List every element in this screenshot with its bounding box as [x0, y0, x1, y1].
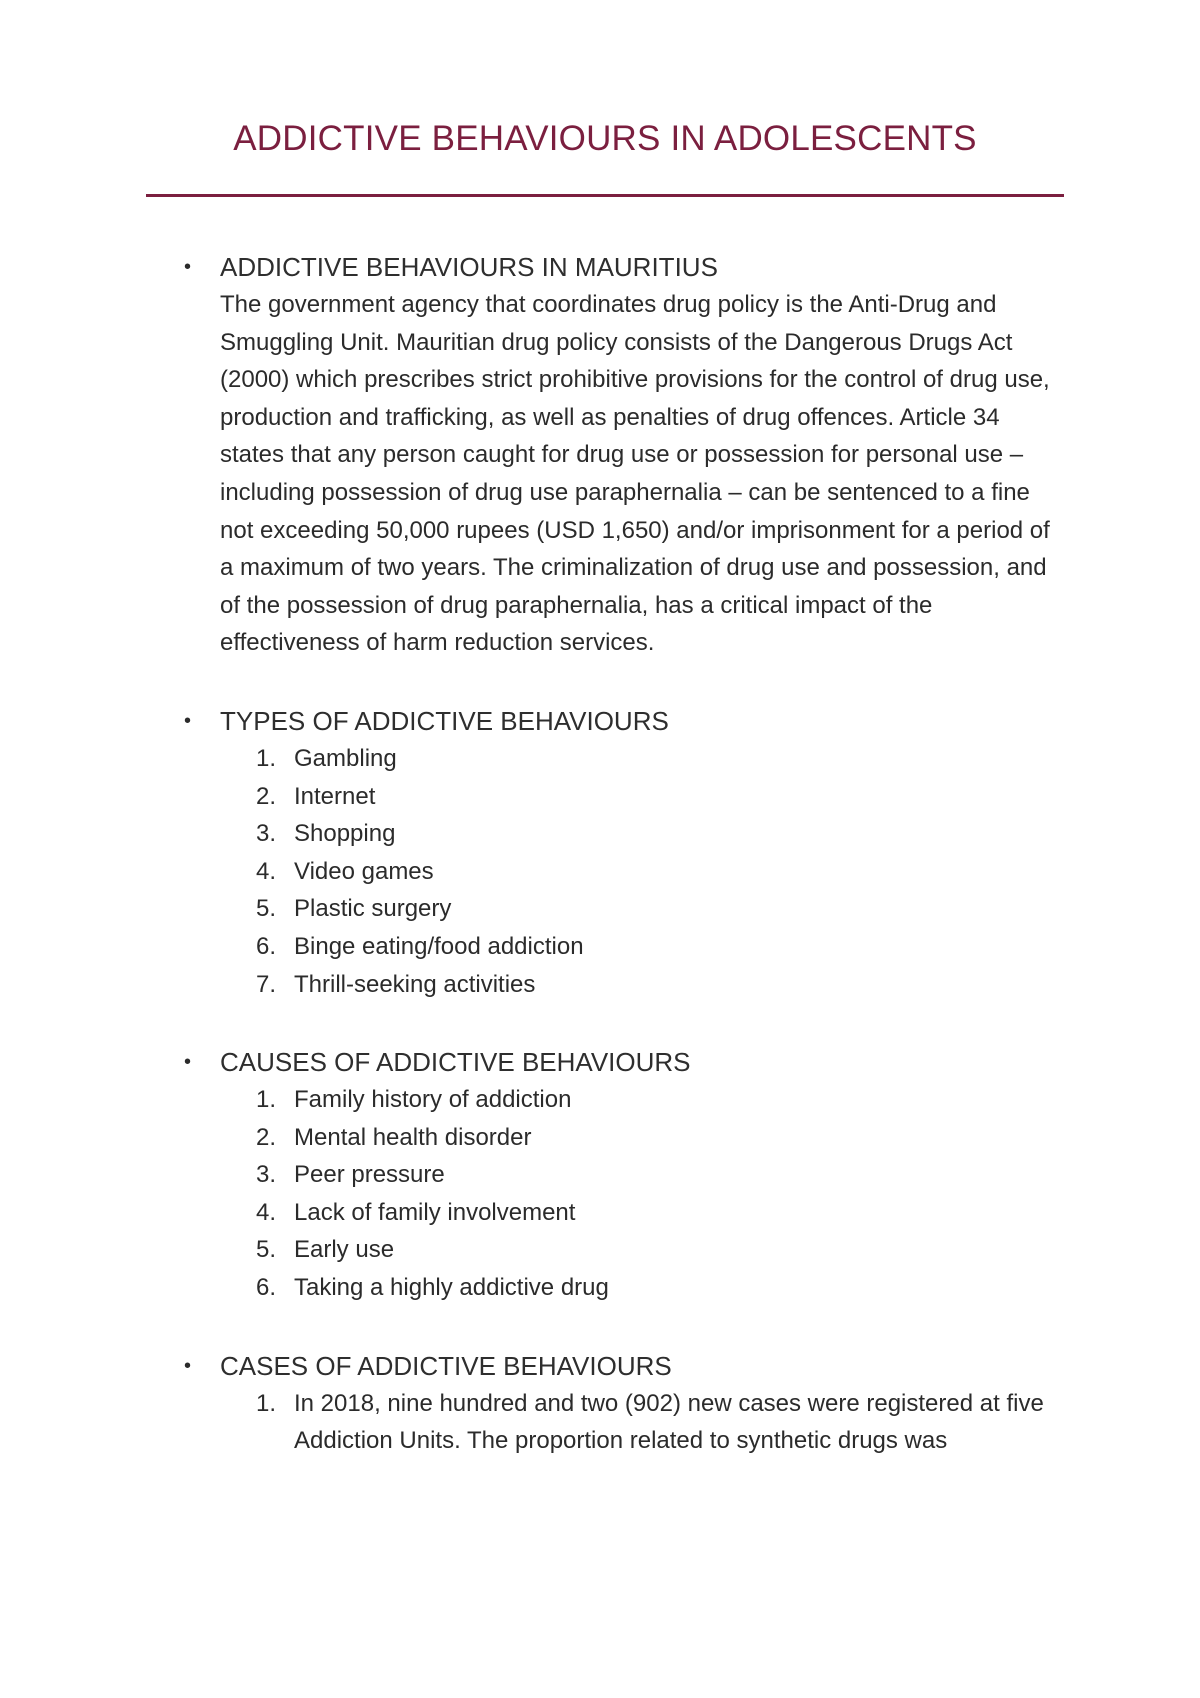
list-item [220, 890, 1064, 928]
section-cases [146, 1347, 1064, 1460]
bullet-icon: • [184, 709, 192, 732]
list-number: 4. [256, 857, 277, 885]
list-item [220, 1269, 1064, 1307]
list-item-text: Shopping [294, 820, 396, 848]
list-number: 1. [256, 744, 277, 772]
numbered-list [220, 740, 1064, 1003]
list-item [220, 1156, 1064, 1194]
section-causes [146, 1043, 1064, 1307]
bullet-icon: • [184, 256, 192, 278]
list-number: 5. [256, 895, 277, 923]
list-number: 3. [256, 820, 277, 848]
numbered-list [220, 1081, 1064, 1307]
list-item [220, 1081, 1064, 1119]
list-item [220, 966, 1064, 1004]
list-item [220, 1385, 1064, 1460]
list-number: 3. [256, 1161, 277, 1189]
list-item-text: In 2018, nine hundred and two (902) new cases were registered at five Addiction Units. The proportion related to synthetic drugs was [294, 1389, 1044, 1455]
section-heading: TYPES OF ADDICTIVE BEHAVIOURS [220, 705, 669, 736]
list-item-text: Internet [294, 782, 376, 810]
numbered-list [220, 1385, 1064, 1460]
title-underline [146, 194, 1064, 197]
list-number: 6. [256, 1274, 277, 1302]
list-item-text: Binge eating/food addiction [294, 932, 584, 960]
list-item-text: Family history of addiction [294, 1086, 572, 1114]
section-heading: ADDICTIVE BEHAVIOURS IN MAURITIUS [220, 252, 718, 282]
bullet-icon: • [184, 1051, 192, 1074]
list-item-text: Mental health disorder [294, 1123, 532, 1151]
list-number: 4. [256, 1198, 277, 1226]
list-number: 6. [256, 932, 277, 960]
section-mauritius [146, 248, 1064, 662]
section-paragraph: The government agency that coordinates drug policy is the Anti-Drug and Smuggling Unit. Mauritian drug policy consists of the Dangerous Drugs Act (2000) which prescribes strict prohibitive provisions for the control of drug use, production and trafficking, as well as penalties of drug offences. Article 34 states that any person caught for drug use or possession for personal use – including possession of drug use paraphernalia – can be sentenced to a fine not exceeding 50,000 rupees (USD 1,650) and/or imprisonment for a period of a maximum of two years. The criminalization of drug use and possession, and of the possession of drug paraphernalia, has a critical impact of the effectiveness of harm reduction services. [220, 291, 1050, 657]
page-title: ADDICTIVE BEHAVIOURS IN ADOLESCENTS [233, 119, 977, 158]
list-number: 2. [256, 1123, 277, 1151]
list-item [220, 1119, 1064, 1157]
document-body [146, 248, 1064, 1500]
list-number: 7. [256, 970, 277, 998]
list-item [220, 1194, 1064, 1232]
list-item [220, 1231, 1064, 1269]
section-heading: CAUSES OF ADDICTIVE BEHAVIOURS [220, 1047, 691, 1078]
list-item-text: Thrill-seeking activities [294, 970, 536, 998]
list-item-text: Video games [294, 857, 434, 885]
section-types [146, 702, 1064, 1003]
list-item-text: Lack of family involvement [294, 1198, 576, 1226]
section-heading: CASES OF ADDICTIVE BEHAVIOURS [220, 1350, 672, 1381]
list-item [220, 740, 1064, 778]
list-item [220, 815, 1064, 853]
list-item-text: Taking a highly addictive drug [294, 1274, 609, 1302]
list-item-text: Gambling [294, 744, 397, 772]
list-item [220, 778, 1064, 816]
list-number: 1. [256, 1389, 277, 1417]
bullet-icon: • [184, 1354, 192, 1377]
list-number: 2. [256, 782, 277, 810]
list-item-text: Peer pressure [294, 1161, 445, 1189]
list-item [220, 928, 1064, 966]
list-item-text: Plastic surgery [294, 895, 452, 923]
list-item [220, 853, 1064, 891]
list-number: 5. [256, 1236, 277, 1264]
list-number: 1. [256, 1086, 277, 1114]
list-item-text: Early use [294, 1236, 395, 1264]
